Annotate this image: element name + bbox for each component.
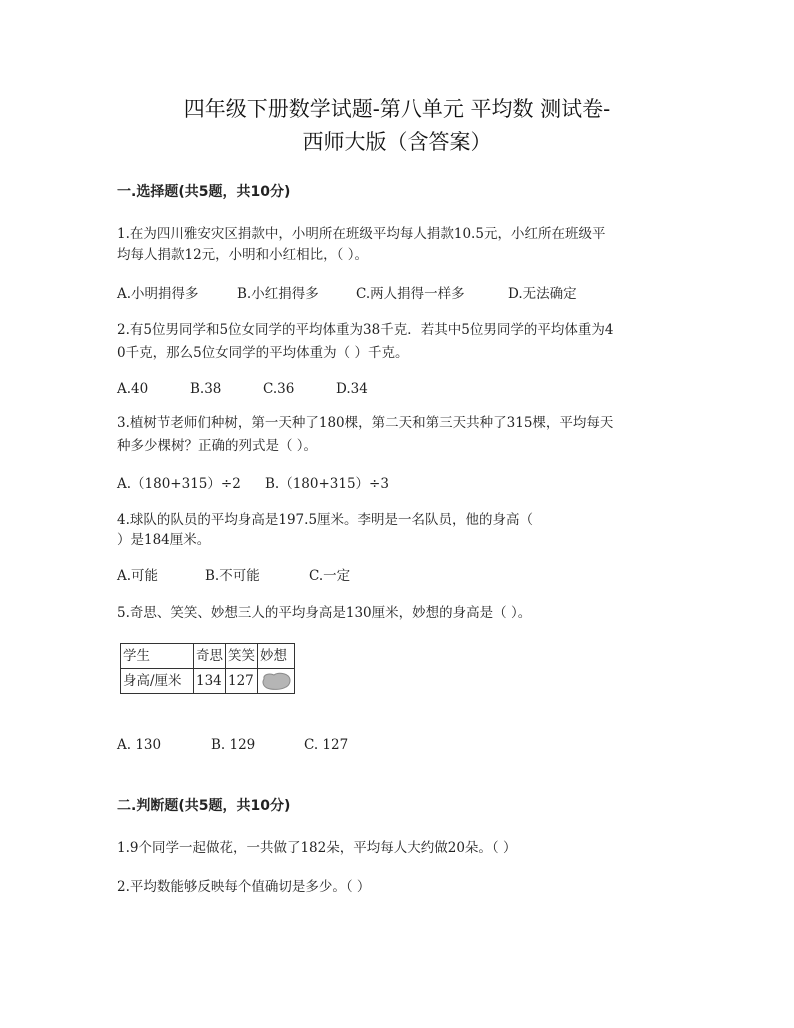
height-table — [120, 643, 295, 694]
q4-text-line2: ）是184厘米。 — [117, 532, 211, 548]
q1-text-line1: 1.在为四川雅安灾区捐款中，小明所在班级平均每人捐款10.5元，小红所在班级平 — [117, 226, 606, 242]
section-heading-judge: 二.判断题(共5题，共10分) — [117, 798, 291, 814]
table-header-xiaoxiao: 笑笑 — [226, 644, 258, 669]
q2-option-b[interactable]: B.38 — [190, 381, 222, 397]
table-row — [121, 644, 295, 669]
table-cell-xiaoxiao-height: 127 — [226, 669, 258, 694]
judge-q1-text: 1.9个同学一起做花，一共做了182朵，平均每人大约做20朵。（ ） — [117, 840, 517, 856]
table-header-qisi: 奇思 — [194, 644, 226, 669]
q1-text-line2: 均每人捐款12元，小明和小红相比，（ ）。 — [117, 247, 368, 263]
table-cell-qisi-height: 134 — [194, 669, 226, 694]
q1-options — [117, 284, 577, 304]
q1-option-a[interactable]: A.小明捐得多 — [117, 286, 199, 302]
ink-blot-icon — [260, 671, 292, 691]
q2-options — [117, 379, 368, 399]
table-header-student: 学生 — [121, 644, 194, 669]
q3-text-line1: 3.植树节老师们种树，第一天种了180棵，第二天和第三天共种了315棵，平均每天 — [117, 415, 614, 431]
q2-option-c[interactable]: C.36 — [263, 381, 295, 397]
q4-option-a[interactable]: A.可能 — [117, 568, 159, 584]
title-line-2: 西师大版（含答案） — [302, 130, 492, 154]
q3-options — [117, 474, 389, 494]
title-line-1: 四年级下册数学试题-第八单元 平均数 测试卷- — [183, 97, 611, 121]
q2-option-a[interactable]: A.40 — [117, 381, 149, 397]
q5-option-c[interactable]: C. 127 — [304, 737, 349, 753]
judge-q2-text: 2.平均数能够反映每个值确切是多少。（ ） — [117, 879, 371, 895]
q4-text-line1: 4.球队的队员的平均身高是197.5厘米。李明是一名队员，他的身高（ — [117, 512, 534, 528]
table-cell-height-label: 身高/厘米 — [121, 669, 194, 694]
q3-option-b[interactable]: B.（180+315）÷3 — [265, 476, 389, 492]
q3-text-line2: 种多少棵树？正确的列式是（ ）。 — [117, 438, 318, 454]
table-header-miaoxiang: 妙想 — [258, 644, 295, 669]
q4-option-b[interactable]: B.不可能 — [205, 568, 260, 584]
q4-option-c[interactable]: C.一定 — [309, 568, 351, 584]
q1-option-b[interactable]: B.小红捐得多 — [237, 286, 319, 302]
q3-option-a[interactable]: A.（180+315）÷2 — [117, 476, 241, 492]
q5-option-a[interactable]: A. 130 — [117, 737, 162, 753]
section-heading-choice: 一.选择题(共5题，共10分) — [117, 184, 291, 200]
q5-text-line1: 5.奇思、笑笑、妙想三人的平均身高是130厘米，妙想的身高是（ ）。 — [117, 605, 532, 621]
q2-text-line1: 2.有5位男同学和5位女同学的平均体重为38千克．若其中5位男同学的平均体重为4 — [117, 322, 614, 338]
q1-option-d[interactable]: D.无法确定 — [508, 286, 577, 302]
q2-option-d[interactable]: D.34 — [336, 381, 368, 397]
table-cell-miaoxiang-height — [258, 669, 295, 694]
q4-options — [117, 566, 350, 586]
q2-text-line2: 0千克，那么5位女同学的平均体重为（ ）千克。 — [117, 345, 409, 361]
q1-option-c[interactable]: C.两人捐得一样多 — [356, 286, 465, 302]
q5-option-b[interactable]: B. 129 — [211, 737, 256, 753]
q5-options — [117, 735, 348, 755]
table-row — [121, 669, 295, 694]
